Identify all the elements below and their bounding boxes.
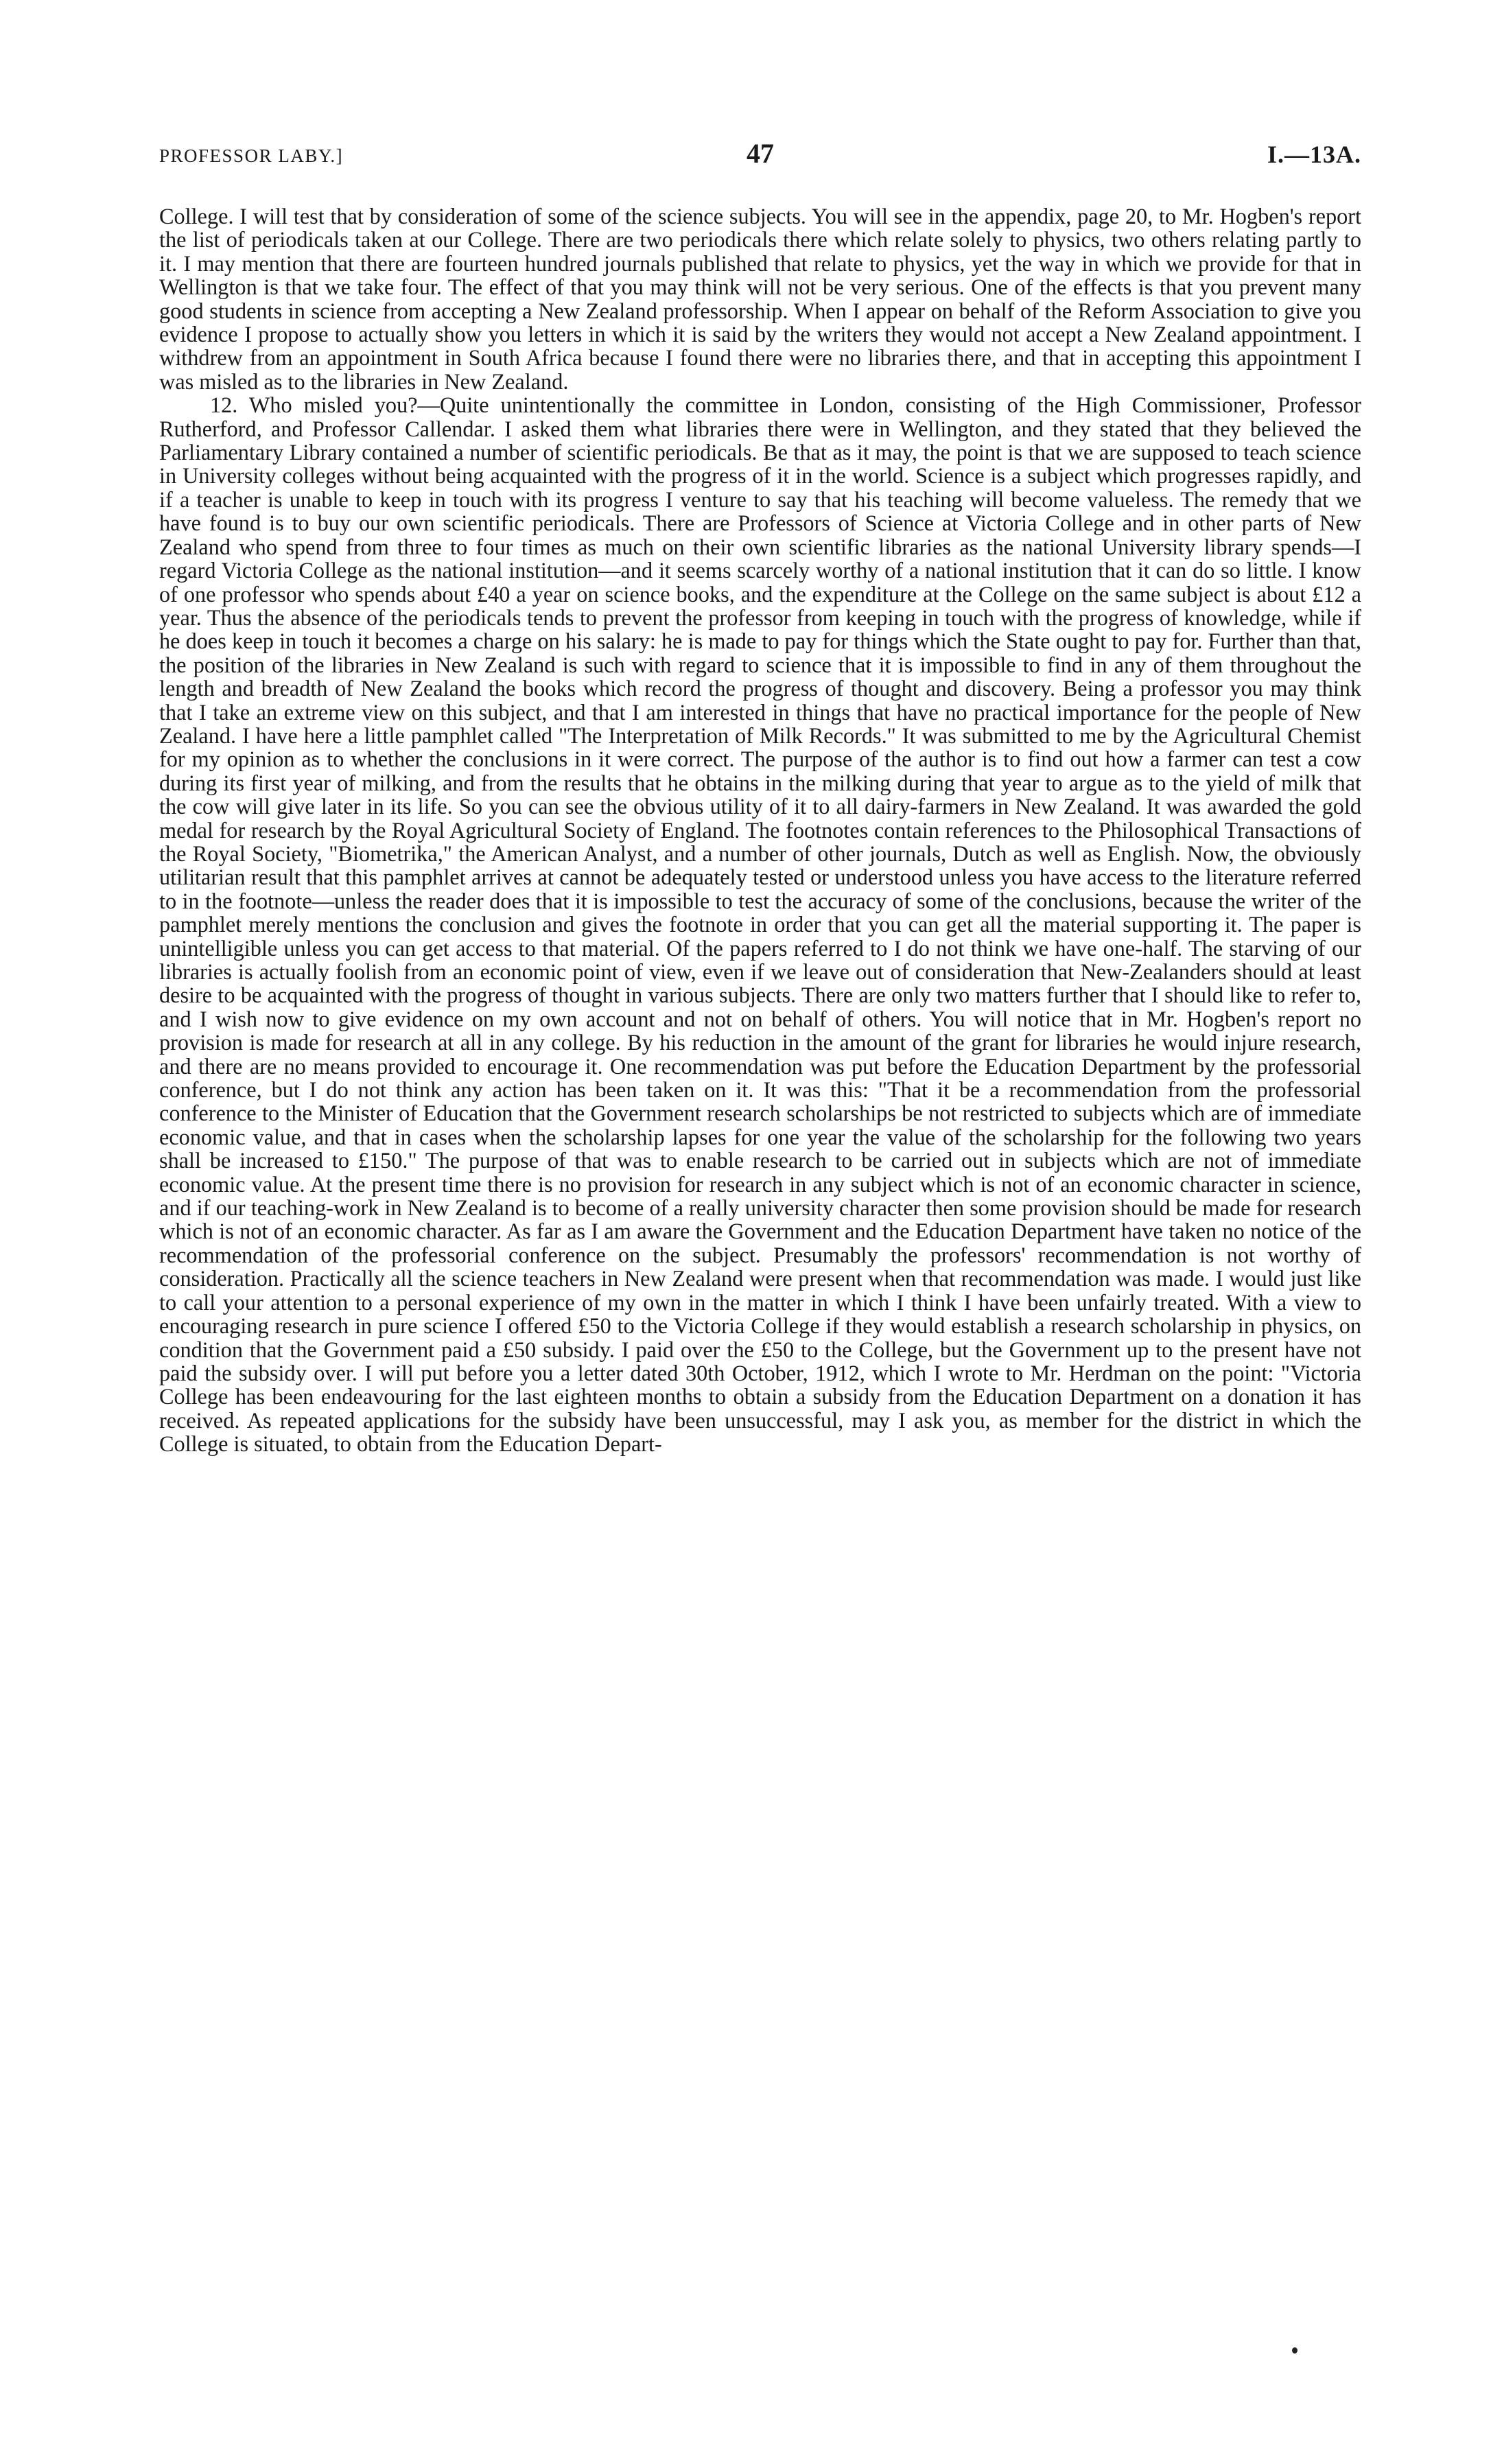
paragraph-question-12: 12. Who misled you?—Quite unintentionally the committee in London, consisting of the High Commissioner, Professor Rutherford, and Professor Callendar. I asked them what libraries there were in Wellington, and they stated that they believed the Parliamentary Library contained a number of scientific periodicals. Be that as it may, the point is that we are supposed to teach science in University colleges without being acquainted with the progress of it in the world. Science is a subject which progresses rapidly, and if a teacher is unable to keep in touch with its progress I venture to say that his teaching will become valueless. The remedy that we have found is to buy our own scientific periodicals. There are Professors of Science at Victoria College and in other parts of New Zealand who spend from three to four times as much on their own scientific libraries as the national University library spends—I regard Victoria College as the national institution—and it seems scarcely worthy of a national institution that it can do so little. I know of one professor who spends about £40 a year on science books, and the expenditure at the College on the same subject is about £12 a year. Thus the absence of the periodicals tends to prevent the professor from keeping in touch with the progress of knowledge, while if he does keep in touch it becomes a charge on his salary: he is made to pay for things which the State ought to pay for. Further than that, the position of the libraries in New Zealand is such with regard to science that it is impossible to find in any of them throughout the length and breadth of New Zealand the books which record the progress of thought and discovery. Being a professor you may think that I take an extreme view on this subject, and that I am interested in things that have no practical importance for the people of New Zealand. I have here a little pamphlet called "The Interpretation of Milk Records." It was submitted to me by the Agricultural Chemist for my opinion as to whether the conclusions in it were correct. The purpose of the author is to find out how a farmer can test a cow during its first year of milking, and from the results that he obtains in the milking during that year to argue as to the yield of milk that the cow will give later in its life. So you can see the obvious utility of it to all dairy-farmers in New Zealand. It was awarded the gold medal for research by the Royal Agricultural Society of England. The footnotes contain references to the Philosophical Transactions of the Royal Society, "Biometrika," the American Analyst, and a number of other journals, Dutch as well as English. Now, the obviously utilitarian result that this pamphlet arrives at cannot be adequately tested or understood unless you have access to the literature referred to in the footnote—unless the reader does that it is impossible to test the accuracy of some of the conclusions, because the writer of the pamphlet merely mentions the conclusion and gives the footnote in order that you can get all the material supporting it. The paper is unintelligible unless you can get access to that material. Of the papers referred to I do not think we have one-half. The starving of our libraries is actually foolish from an economic point of view, even if we leave out of consideration that New-Zealanders should at least desire to be acquainted with the progress of thought in various subjects. There are only two matters further that I should like to refer to, and I wish now to give evidence on my own account and not on behalf of others. You will notice that in Mr. Hogben's report no provision is made for research at all in any college. By his reduction in the amount of the grant for libraries he would injure research, and there are no means provided to encourage it. One recommendation was put before the Education Department by the professorial conference, but I do not think any action has been taken on it. It was this: "That it be a recommendation from the professorial conference to the Minister of Education that the Government research scholarships be not restricted to subjects which are of immediate economic value, and that in cases when the scholarship lapses for one year the value of the scholarship for the following two years shall be increased to £150." The purpose of that was to enable research to be carried out in subjects which are not of immediate economic value. At the present time there is no provision for research in any subject which is not of an economic character in science, and if our teaching-work in New Zealand is to become of a really university character then some provision should be made for research which is not of an economic character. As far as I am aware the Government and the Education Department have taken no notice of the recommendation of the professorial conference on the subject. Presumably the professors' recommendation is not worthy of consideration. Practically all the science teachers in New Zealand were present when that recommendation was made. I would just like to call your attention to a personal experience of my own in the matter in which I think I have been unfairly treated. With a view to encouraging research in pure science I offered £50 to the Victoria College if they would establish a research scholarship in physics, on condition that the Government paid a £50 subsidy. I paid over the £50 to the College, but the Government up to the present have not paid the subsidy over. I will put before you a letter dated 30th October, 1912, which I wrote to Mr. Herdman on the point: "Victoria College has been endeavouring for the last eighteen months to obtain a subsidy from the Education Department on a donation it has received. As repeated applications for the subsidy have been unsuccessful, may I ask you, as member for the district in which the College is situated, to obtain from the Education Depart- xyxy=(159,392,1361,1457)
print-speck xyxy=(1292,2347,1298,2354)
header-paper-reference: I.—13A. xyxy=(1267,141,1361,168)
header-witness-name: PROFESSOR LABY.] xyxy=(159,145,344,166)
running-header xyxy=(159,137,1361,178)
page-number: 47 xyxy=(747,138,774,169)
body-text xyxy=(159,204,1361,1456)
paragraph-continuation: College. I will test that by consideration of some of the science subjects. You will see in the appendix, page 20, to Mr. Hogben's report the list of periodicals taken at our College. There are two periodicals there which relate solely to physics, two others relating partly to it. I may mention that there are fourteen hundred journals published that relate to physics, yet the way in which we provide for that in Wellington is that we take four. The effect of that you may think will not be very serious. One of the effects is that you prevent many good students in science from accepting a New Zealand professorship. When I appear on behalf of the Reform Association to give you evidence I propose to actually show you letters in which it is said by the writers they would not accept a New Zealand appointment. I withdrew from an appointment in South Africa because I found there were no libraries there, and that in accepting this appointment I was misled as to the libraries in New Zealand. xyxy=(159,204,1361,394)
